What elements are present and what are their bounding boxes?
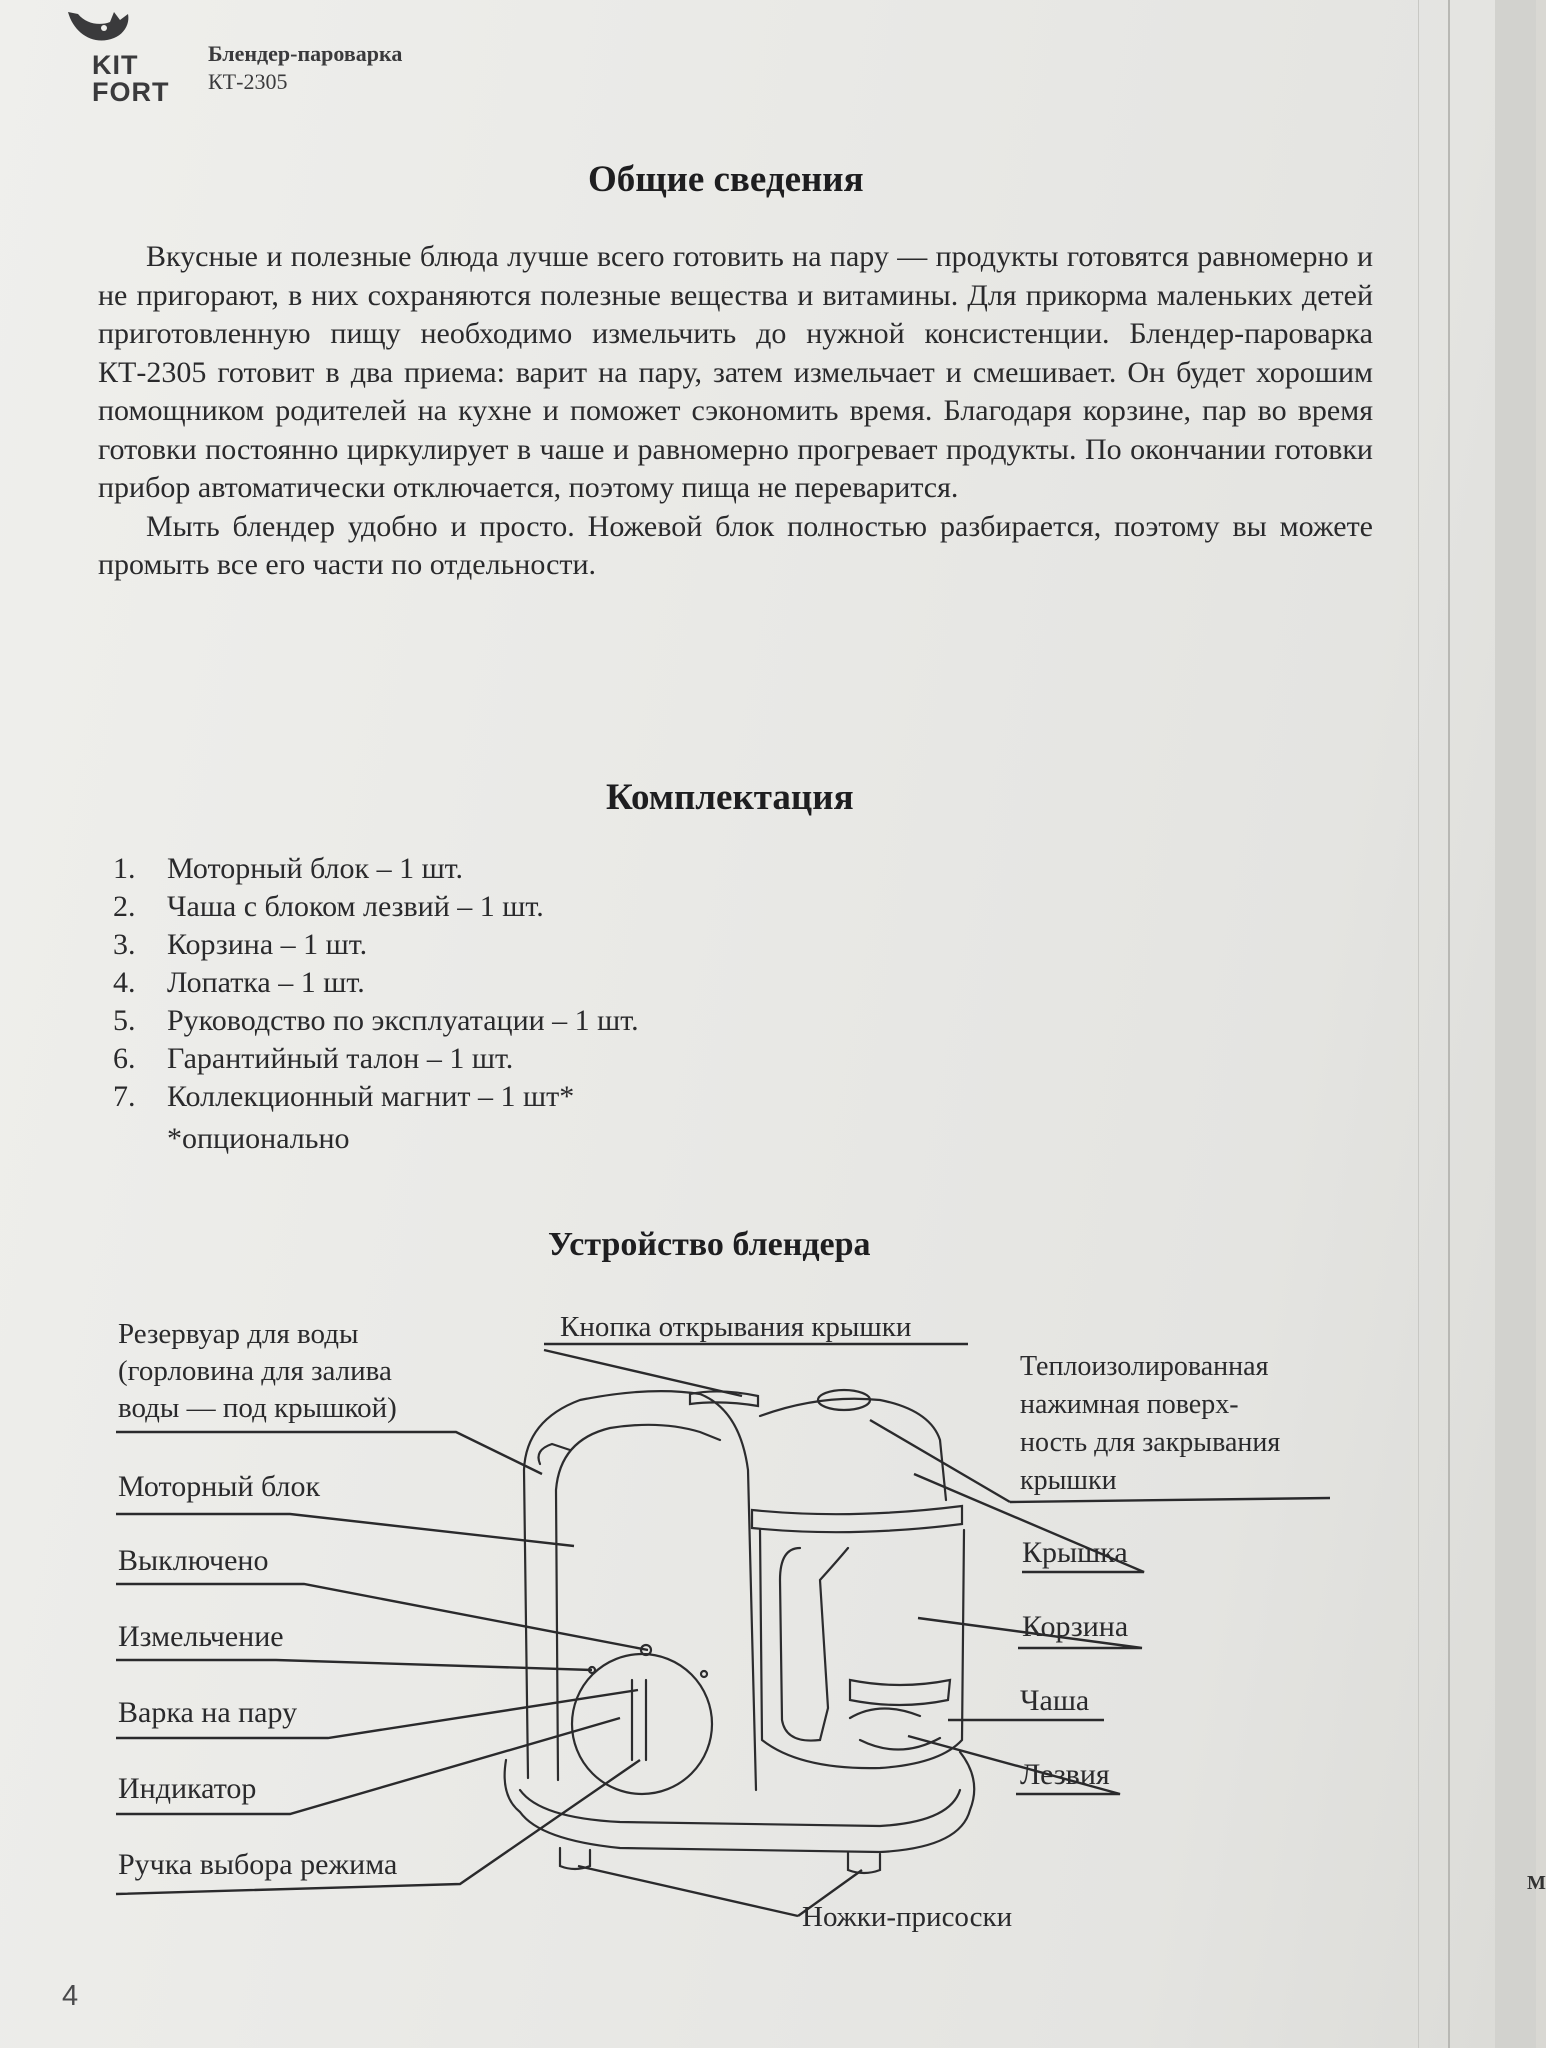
- label-bowl: Чаша: [1020, 1684, 1090, 1717]
- knob-slot: [632, 1680, 646, 1760]
- motor-body: [524, 1391, 756, 1790]
- label-indicator: Индикатор: [118, 1772, 257, 1805]
- kit-note: *опционально: [167, 1122, 350, 1155]
- label-lid-button: Кнопка открывания крышки: [560, 1311, 912, 1343]
- bowl-handle: [780, 1548, 848, 1741]
- label-chop: Измельчение: [118, 1620, 284, 1653]
- bowl-body: [760, 1530, 964, 1768]
- general-title: Общие сведения: [588, 159, 864, 200]
- page-number: 4: [62, 1980, 79, 2012]
- kit-title: Комплектация: [606, 777, 854, 818]
- motor-front: [556, 1425, 720, 1780]
- product-model: КТ-2305: [208, 69, 288, 94]
- general-paragraph: Мыть блендер удобно и просто. Ножевой блок полностью разбирается, поэтому вы можете промыть все его части по отдельности.: [98, 509, 1373, 581]
- product-name: Блендер-пароварка: [208, 41, 403, 66]
- lid-rim: [752, 1506, 962, 1532]
- spout: [539, 1444, 571, 1464]
- label-blades: Лезвия: [1020, 1758, 1110, 1791]
- list-item: 2. Чаша с блоком лезвий – 1 шт.: [113, 890, 544, 923]
- list-item: 1. Моторный блок – 1 шт.: [113, 852, 464, 885]
- next-page-letter: М: [1527, 1872, 1546, 1894]
- blades: [850, 1708, 940, 1749]
- mode-knob: [572, 1654, 712, 1794]
- foot: [560, 1848, 590, 1869]
- off-mark: [701, 1671, 707, 1677]
- basket-bottom: [850, 1680, 950, 1705]
- list-item: 7. Коллекционный магнит – 1 шт*: [113, 1080, 575, 1113]
- label-feet: Ножки-присоски: [802, 1901, 1013, 1933]
- next-page-edge: [1495, 0, 1536, 2048]
- general-paragraph: Вкусные и полезные блюда лучше всего готовить на пару — продукты готовятся равномерно и не пригорают, в них сохраняются полезные вещества и витамины. Для прикорма маленьких детей приготовленную пищу необходимо измельчить до нужной консистенции. Блендер-пароварка КТ-2305 готовит в два приема: варит на пару, затем измельчает и смешивает. Он будет хорошим помощником родителей на кухне и поможет сэкономить время. Благодаря корзине, пар во время готовки постоянно циркулирует в чаше и равномерно прогревает продукты. По окончании готовки прибор автоматически отключается, поэтому пища не переварится.: [98, 240, 1373, 504]
- base-inner: [520, 1790, 960, 1826]
- label-basket: Корзина: [1022, 1610, 1129, 1643]
- list-item: 5. Руководство по эксплуатации – 1 шт.: [113, 1004, 639, 1037]
- foot: [848, 1852, 880, 1873]
- list-item: 3. Корзина – 1 шт.: [113, 928, 368, 961]
- label-insulated-surface: Теплоизолированная нажимная поверх- ность для закрывания крышки: [1020, 1351, 1281, 1496]
- label-off: Выключено: [118, 1544, 269, 1577]
- label-motor: Моторный блок: [118, 1470, 321, 1503]
- label-lid: Крышка: [1022, 1536, 1128, 1569]
- list-item: 4. Лопатка – 1 шт.: [113, 966, 365, 999]
- label-steam: Варка на пару: [118, 1696, 298, 1729]
- device-title: Устройство блендера: [548, 1226, 871, 1263]
- brand-name: KIT FORT: [92, 50, 170, 107]
- list-item: 6. Гарантийный талон – 1 шт.: [113, 1042, 514, 1075]
- label-reservoir: Резервуар для воды (горловина для залива воды — под крышкой): [118, 1318, 397, 1424]
- label-knob: Ручка выбора режима: [118, 1848, 398, 1881]
- base-outline: [505, 1752, 975, 1852]
